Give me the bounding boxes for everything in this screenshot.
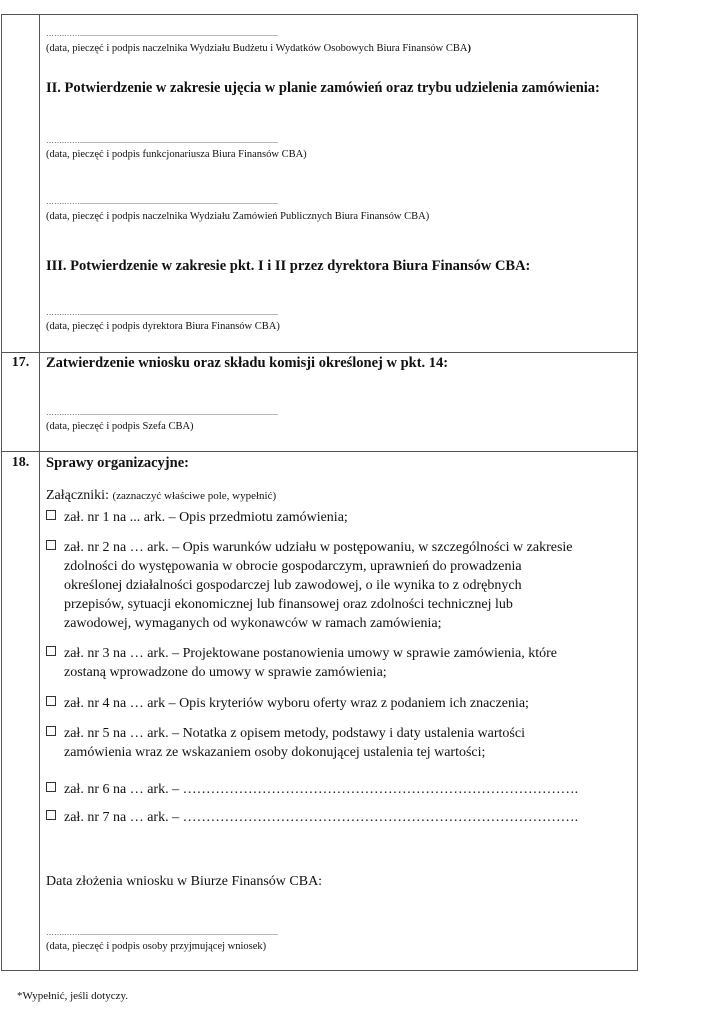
caption-director: (data, pieczęć i podpis dyrektora Biura Finansów CBA) <box>46 321 280 332</box>
caption-receiver: (data, pieczęć i podpis osoby przyjmującej wniosek) <box>46 941 267 952</box>
attachment-text: określonej działalności gospodarczej lub zawodowej, o ile wynika to z odrębnych <box>64 578 522 593</box>
attachment-text: zał. nr 1 na ... ark. – Opis przedmiotu zamówienia; <box>64 510 348 525</box>
row-number-18: 18. <box>11 455 30 470</box>
caption-head-cba: (data, pieczęć i podpis Szefa CBA) <box>46 421 194 432</box>
signature-dots: …….……................................................................................................... <box>46 308 278 317</box>
attachment-text: zostaną wprowadzone do umowy w sprawie zamówienia; <box>64 665 387 680</box>
attachment-text: zał. nr 2 na … ark. – Opis warunków udziału w postępowaniu, w szczególności w zakresie <box>64 540 573 555</box>
attachment-text: zał. nr 6 na … ark. – …………………………………………………………………………. <box>64 782 579 797</box>
signature-dots: …….……................................................................................................... <box>46 29 278 38</box>
attachment-text: zamówienia wraz ze wskazaniem osoby dokonującej ustalenia tej wartości; <box>64 745 486 760</box>
row17-title: Zatwierdzenie wniosku oraz składu komisji określonej w pkt. 14: <box>46 355 449 371</box>
attachment-text: zał. nr 7 na … ark. – …………………………………………………………………………. <box>64 810 579 825</box>
attachment-text: zał. nr 3 na … ark. – Projektowane postanowienia umowy w sprawie zamówienia, które <box>64 646 557 661</box>
attachment-item <box>46 808 631 827</box>
attachment-item <box>46 724 631 762</box>
heading-III: III. Potwierdzenie w zakresie pkt. I i II przez dyrektora Biura Finansów CBA: <box>46 258 531 274</box>
row-number-17: 17. <box>11 355 30 370</box>
attachment-text: zał. nr 5 na … ark. – Notatka z opisem metody, podstawy i daty ustalenia wartości <box>64 726 525 741</box>
caption-budget: (data, pieczęć i podpis naczelnika Wydziału Budżetu i Wydatków Osobowych Biura Finansów CBA) <box>46 43 471 54</box>
checkbox[interactable] <box>46 782 56 792</box>
submission-date-label: Data złożenia wniosku w Biurze Finansów CBA: <box>46 874 323 889</box>
checkbox[interactable] <box>46 696 56 706</box>
attachment-item <box>46 538 631 633</box>
attachment-text: zdolności do występowania w obrocie gospodarczym, uprawnień do prowadzenia <box>64 559 522 574</box>
attachment-item <box>46 694 631 713</box>
row18-title: Sprawy organizacyjne: <box>46 455 189 471</box>
checkbox[interactable] <box>46 510 56 520</box>
attachment-item <box>46 508 631 527</box>
signature-dots: …….……................................................................................................... <box>46 197 278 206</box>
signature-dots: …….……................................................................................................... <box>46 928 278 937</box>
footnote: *Wypełnić, jeśli dotyczy. <box>17 990 129 1002</box>
row-divider-18 <box>2 451 637 452</box>
checkbox[interactable] <box>46 810 56 820</box>
attachment-text: zawodowej, wymaganych od wykonawców w ramach zamówienia; <box>64 616 442 631</box>
attachment-text: przepisów, sytuacji ekonomicznej lub finansowej oraz zdolności technicznej lub <box>64 597 513 612</box>
attachments-label: Załączniki: (zaznaczyć właściwe pole, wypełnić) <box>46 488 277 503</box>
column-divider <box>39 15 40 970</box>
caption-functionary: (data, pieczęć i podpis funkcjonariusza Biura Finansów CBA) <box>46 149 307 160</box>
form-table <box>1 14 638 971</box>
attachment-text: zał. nr 4 na … ark – Opis kryteriów wyboru oferty wraz z podaniem ich znaczenia; <box>64 696 529 711</box>
checkbox[interactable] <box>46 646 56 656</box>
caption-procurement: (data, pieczęć i podpis naczelnika Wydziału Zamówień Publicznych Biura Finansów CBA) <box>46 211 430 222</box>
heading-II: II. Potwierdzenie w zakresie ujęcia w planie zamówień oraz trybu udzielenia zamówienia: <box>46 80 600 96</box>
row-divider-17 <box>2 352 637 353</box>
attachment-item <box>46 644 631 682</box>
attachment-item <box>46 780 631 799</box>
signature-dots: …….……................................................................................................... <box>46 408 278 417</box>
checkbox[interactable] <box>46 726 56 736</box>
checkbox[interactable] <box>46 540 56 550</box>
signature-dots: …….……................................................................................................... <box>46 136 278 145</box>
